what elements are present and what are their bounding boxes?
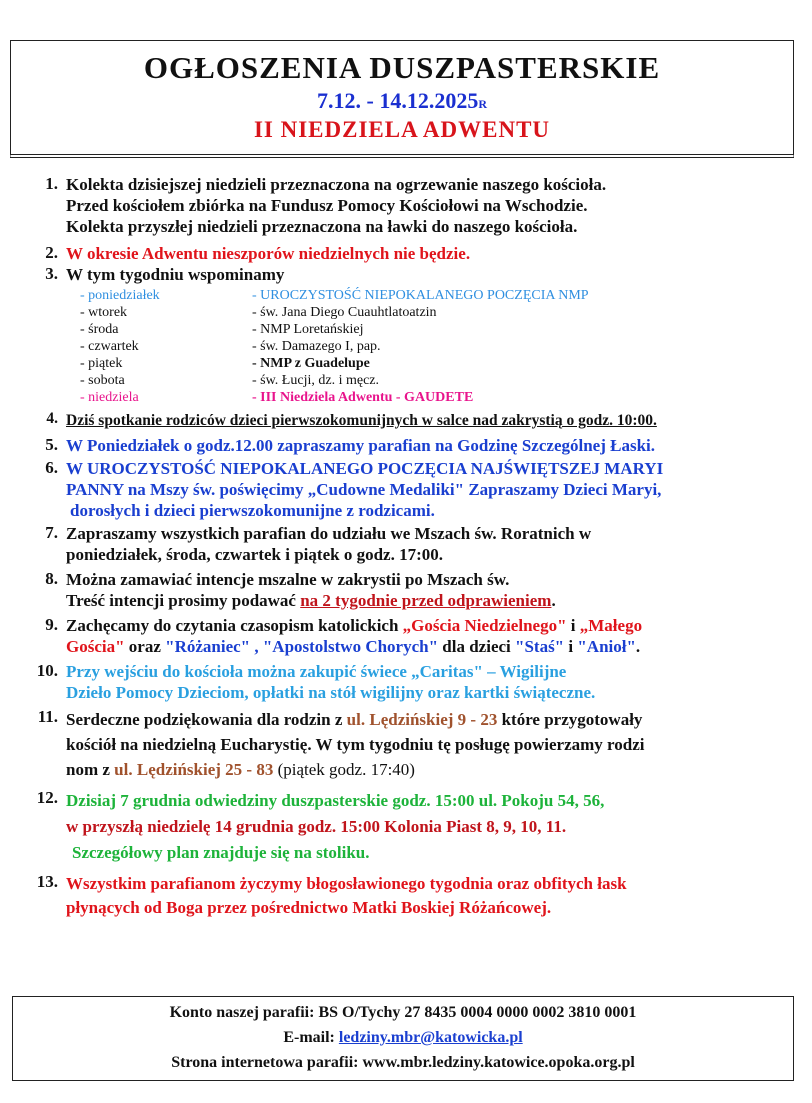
sunday-name: II NIEDZIELA ADWENTU: [253, 117, 551, 142]
announcement-11: [18, 707, 798, 782]
bank-account: Konto naszej parafii: BS O/Tychy 27 8435 0004 0000 0002 3810 0001: [169, 1004, 637, 1021]
item-text: poniedziałek, środa, czwartek i piątek o godz. 17:00.: [66, 545, 443, 564]
announcement-4: [18, 410, 798, 431]
announcement-7: [18, 523, 798, 565]
item-text: Zapraszamy wszystkich parafian do udziału we Mszach św. Roratnich w: [66, 524, 592, 543]
page-title: OGŁOSZENIA DUSZPASTERSKIE: [143, 50, 661, 85]
announcement-6: [18, 458, 798, 521]
item-number: 13.: [36, 872, 58, 891]
item-text: Wszystkim parafianom życzymy błogosławionego tygodnia oraz obfitych łask: [66, 874, 627, 893]
item-text: Przy wejściu do kościoła można zakupić świece „Caritas" – Wigilijne: [66, 662, 567, 681]
feast-name: - UROCZYSTOŚĆ NIEPOKALANEGO POCZĘCIA NMP: [252, 288, 589, 303]
item-text: W UROCZYSTOŚĆ NIEPOKALANEGO POCZĘCIA NAJŚWIĘTSZEJ MARYI: [66, 459, 664, 478]
announcement-10: [18, 661, 798, 703]
item-text: i: [566, 616, 580, 635]
item-text: i: [564, 637, 578, 656]
item-number: 2.: [45, 243, 58, 262]
feast-row: [80, 355, 798, 372]
item-text: Kolekta przyszłej niedzieli przeznaczona na ławki do naszego kościoła.: [66, 217, 578, 236]
item-number: 8.: [45, 569, 58, 588]
magazine-name: "Różaniec" , "Apostolstwo Chorych": [165, 637, 439, 656]
item-number: 4.: [46, 410, 58, 427]
item-text: Kolekta dzisiejszej niedzieli przeznaczona na ogrzewanie naszego kościoła.: [66, 175, 607, 194]
email-link[interactable]: ledziny.mbr@katowicka.pl: [338, 1029, 523, 1046]
feast-row: [80, 287, 798, 304]
feast-row: [80, 389, 798, 406]
feast-name: - NMP z Guadelupe: [252, 356, 370, 371]
feast-row: [80, 321, 798, 338]
item-number: 10.: [36, 661, 58, 680]
item-text: Szczegółowy plan znajduje się na stoliku.: [72, 843, 370, 862]
email-line: [13, 1025, 793, 1050]
item-text: Przed kościołem zbiórka na Fundusz Pomocy Kościołowi na Wschodzie.: [66, 196, 588, 215]
street-name: ul. Lędzińskiej 9 - 23: [346, 710, 498, 729]
item-text: nom z: [66, 760, 115, 779]
item-text: .: [635, 637, 641, 656]
item-number: 7.: [45, 523, 58, 542]
feast-row: [80, 304, 798, 321]
item-text: Dzieło Pomocy Dzieciom, opłatki na stół wigilijny oraz kartki świąteczne.: [66, 683, 596, 702]
feast-name: - św. Jana Diego Cuauhtlatoatzin: [252, 305, 437, 320]
day-name: - poniedziałek: [80, 288, 160, 303]
date-suffix: R: [478, 97, 487, 111]
announcements-list: [18, 174, 798, 920]
item-text: w przyszłą niedzielę 14 grudnia godz. 15:00 Kolonia Piast 8, 9, 10, 11.: [66, 817, 567, 836]
item-text: które przygotowały: [497, 710, 643, 729]
day-name: - wtorek: [80, 305, 128, 320]
magazine-name: Gościa": [66, 637, 125, 656]
date-text: 7.12. - 14.12.2025: [317, 88, 479, 113]
parish-contact-box: [12, 996, 794, 1081]
item-text: kościół na niedzielną Eucharystię. W tym tygodniu tę posługę powierzamy rodzi: [66, 735, 645, 754]
item-text: Serdeczne podziękowania dla rodzin z: [66, 710, 347, 729]
feast-row: [80, 372, 798, 389]
day-name: - sobota: [80, 373, 125, 388]
item-text: Można zamawiać intencje mszalne w zakrystii po Mszach św.: [66, 570, 510, 589]
date-range: [11, 88, 793, 114]
feast-row: [80, 338, 798, 355]
magazine-name: "Staś": [515, 637, 565, 656]
item-number: 5.: [45, 435, 58, 454]
item-number: 12.: [36, 788, 58, 807]
day-name: - środa: [80, 322, 119, 337]
announcement-9: [18, 615, 798, 657]
item-text: W Poniedziałek o godz.12.00 zapraszamy parafian na Godzinę Szczególnej Łaski.: [66, 436, 656, 455]
website-line: Strona internetowa parafii: www.mbr.ledziny.katowice.opoka.org.pl: [171, 1054, 635, 1071]
header-box: [10, 40, 794, 158]
feast-name: - św. Łucji, dz. i męcz.: [252, 373, 379, 388]
item-text: Treść intencji prosimy podawać: [66, 591, 301, 610]
item-number: 6.: [45, 458, 58, 477]
item-text: W tym tygodniu wspominamy: [66, 265, 285, 284]
day-name: - niedziela: [80, 390, 139, 405]
item-text: płynących od Boga przez pośrednictwo Matki Boskiej Różańcowej.: [66, 898, 552, 917]
announcement-1: [18, 174, 798, 237]
feast-name: - III Niedziela Adwentu - GAUDETE: [252, 390, 474, 405]
item-text: PANNY na Mszy św. poświęcimy „Cudowne Medaliki" Zapraszamy Dzieci Maryi,: [66, 480, 662, 499]
feast-name: - św. Damazego I, pap.: [252, 339, 381, 354]
magazine-name: „Gościa Niedzielnego": [402, 616, 567, 635]
street-name: ul. Lędzińskiej 25 - 83: [114, 760, 274, 779]
magazine-name: „Małego: [579, 616, 643, 635]
magazine-name: "Anioł": [577, 637, 636, 656]
item-text: Zachęcamy do czytania czasopism katolickich: [66, 616, 403, 635]
item-text: Dzisiaj 7 grudnia odwiedziny duszpasterskie godz. 15:00 ul. Pokoju 54, 56,: [66, 791, 605, 810]
item-number: 9.: [45, 615, 58, 634]
item-number: 11.: [37, 707, 58, 726]
item-text: (piątek godz. 17:40): [273, 760, 415, 779]
email-label: E-mail:: [283, 1029, 339, 1046]
item-number: 1.: [45, 174, 58, 193]
item-text: dla dzieci: [438, 637, 516, 656]
announcement-8: [18, 569, 798, 611]
item-text: .: [551, 591, 556, 610]
item-text: oraz: [124, 637, 166, 656]
item-text: Dziś spotkanie rodziców dzieci pierwszokomunijnych w salce nad zakrystią o godz. 10:00.: [66, 412, 657, 429]
item-text: dorosłych i dzieci pierwszokomunijne z rodzicami.: [70, 501, 435, 520]
day-name: - czwartek: [80, 339, 139, 354]
feast-name: - NMP Loretańskiej: [252, 322, 364, 337]
item-number: 3.: [45, 264, 58, 283]
day-name: - piątek: [80, 356, 123, 371]
announcement-5: [18, 435, 798, 456]
weekly-feasts: [80, 287, 798, 406]
announcement-13: [18, 872, 798, 920]
announcement-2: [18, 243, 798, 264]
announcement-3: [18, 264, 798, 285]
announcement-12: [18, 788, 798, 866]
item-text: W okresie Adwentu nieszporów niedzielnych nie będzie.: [66, 244, 471, 263]
highlight-text: na 2 tygodnie przed odprawieniem: [300, 591, 552, 610]
